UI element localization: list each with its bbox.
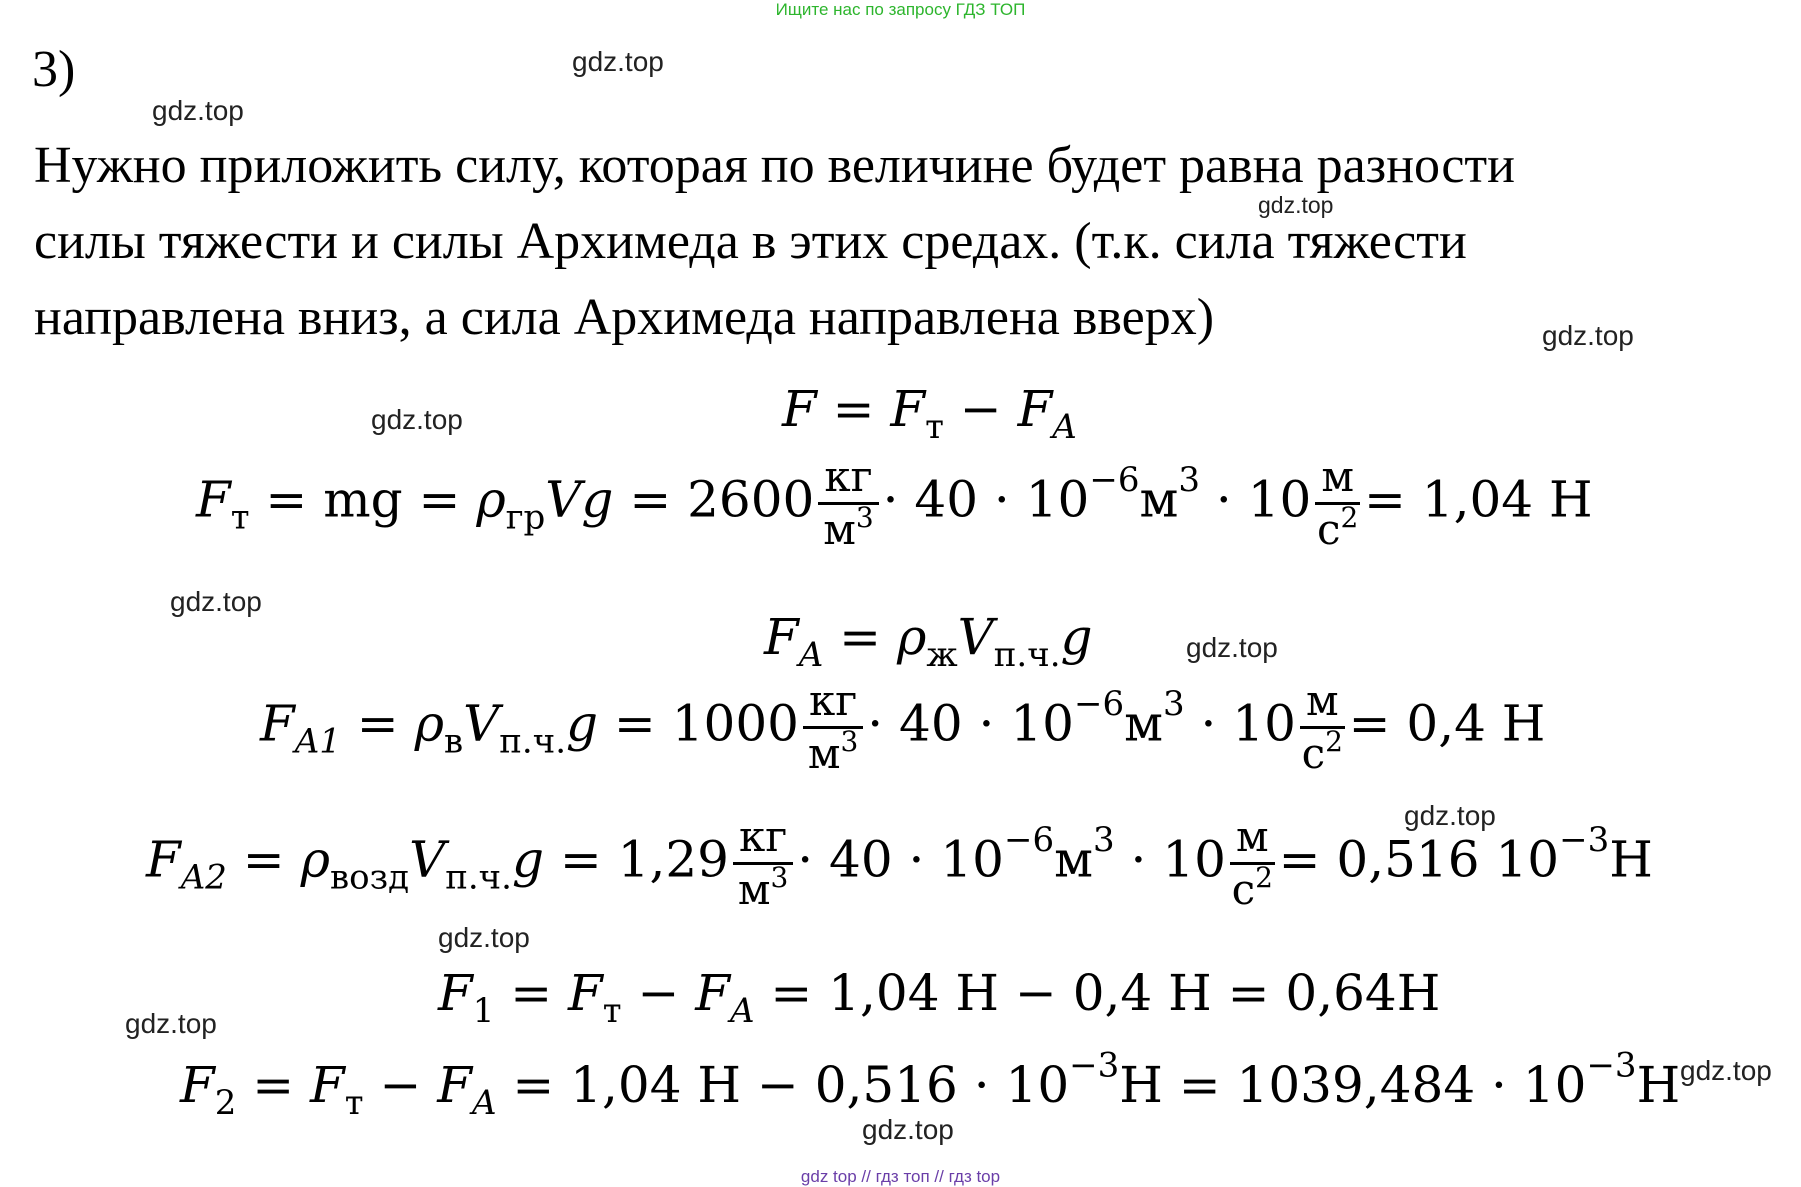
unit-fraction-acceleration: $\frac{м}{с^2}$ [1301,676,1343,778]
unit-fraction-density: $\frac{кг}{м^3}$ [803,680,863,775]
watermark: gdz.top [572,46,664,77]
equation-force-1: $F_1 = F_т - F_A = 1,04$ Н − 0,4 Н = 0,64Н [438,964,1441,1031]
watermark: gdz.top [438,922,530,953]
equation-gravity-force: $F_т$ = mg = $\rho_{гр}Vg = 2600$ $\frac{кг}{м^3}$ · $40 \cdot 10^{-6}м^3 \cdot 10$ $\frac{м}{с^2}$ = 1,04 Н [196,452,1593,554]
equation-archimedes-water: $F_{A1} = \rho_вV_{п.ч.}g = 1000$ $\frac{кг}{м^3}$ · $40 \cdot 10^{-6}м^3 \cdot 10$ $\frac{м}{с^2}$ = 0,4 Н [260,676,1546,778]
watermark: gdz.top [862,1114,954,1145]
equation-archimedes-air: $F_{A2} = \rho_{возд}V_{п.ч.}g = 1,29$ $\frac{кг}{м^3}$ · $40 \cdot 10^{-6}м^3 \cdot 10$ $\frac{м}{с^2}$ = 0,516 $10^{-3}Н$ [146,812,1653,914]
search-banner[interactable]: Ищите нас по запросу ГДЗ ТОП [775,0,1026,19]
watermark: gdz.top [1542,320,1634,351]
problem-text [34,128,1515,356]
watermark: gdz.top [170,586,262,617]
equation-archimedes-force: $F_A = \rho_жV_{п.ч.}g$ [764,608,1093,675]
watermark: gdz.top [152,95,244,126]
unit-fraction-density: $\frac{кг}{м^3}$ [733,816,793,911]
problem-number: 3) [32,41,76,98]
problem-line: Нужно приложить силу, которая по величине будет равна разности [34,137,1515,194]
unit-fraction-acceleration: $\frac{м}{с^2}$ [1231,812,1273,914]
problem-line: силы тяжести и силы Архимеда в этих средах. (т.к. сила тяжести [34,213,1467,270]
problem-line: направлена вниз, а сила Архимеда направлена вверх) [34,289,1215,346]
watermark: gdz.top [1186,632,1278,663]
watermark: gdz.top [1404,800,1496,831]
equation-force-2: $F_2 = F_т - F_A = 1,04$ $Н - 0,516 \cdot 10^{-3}Н = 1039,484 \cdot 10^{-3}Н$ [180,1045,1681,1123]
watermark: gdz.top [1258,192,1334,218]
watermark: gdz.top [371,404,463,435]
watermark: gdz.top [1680,1055,1772,1086]
footer-links[interactable]: gdz top // гдз топ // гдз top [800,1167,1001,1186]
watermark: gdz.top [125,1008,217,1039]
unit-fraction-density: $\frac{кг}{м^3}$ [818,456,878,551]
unit-fraction-acceleration: $\frac{м}{с^2}$ [1316,452,1359,554]
equation-net-force: $F = F_т - F_A$ [782,380,1077,447]
